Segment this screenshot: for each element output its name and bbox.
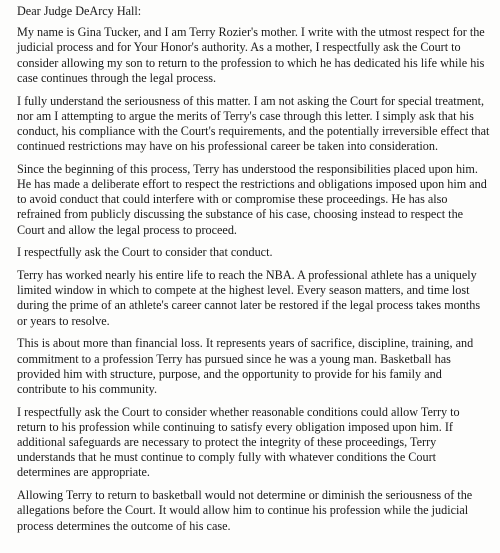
letter-paragraph-2: I fully understand the seriousness of this matter. I am not asking the Court for special treatment, nor am I attempting to argue the merits of Terry's case through this letter. I simply ask that his conduct, his compliance with the Court's requirements, and the potentially irreversible effect that continued restrictions may have on his professional career be taken into consideration. — [17, 93, 490, 154]
letter-paragraph-1: My name is Gina Tucker, and I am Terry Rozier's mother. I write with the utmost respect for the judicial process and for Your Honor's authority. As a mother, I respectfully ask the Court to consider allowing my son to return to the profession to which he has dedicated his life while his case continues through the legal process. — [17, 25, 485, 85]
letter-salutation: Dear Judge DeArcy Hall: — [17, 4, 142, 18]
letter-paragraph-5: Terry has worked nearly his entire life to reach the NBA. A professional athlete has a uniquely limited window in which to compete at the highest level. Every season matters, and time lost during the prime of an athlete's career cannot later be restored if the legal process takes months or years to resolve. — [17, 268, 481, 328]
letter-paragraph-7: I respectfully ask the Court to consider whether reasonable conditions could allow Terry to return to his profession while continuing to satisfy every obligation imposed upon him. If additional safeguards are necessary to protect the integrity of these proceedings, Terry understands that he must continue to comply fully with whatever conditions the Court determines are appropriate. — [17, 404, 460, 480]
letter-paragraph-4: I respectfully ask the Court to consider that conduct. — [17, 245, 273, 260]
letter-paragraph-8: Allowing Terry to return to basketball would not determine or diminish the seriousness of the allegations before the Court. It would allow him to continue his profession while the judicial process determines the outcome of his case. — [17, 488, 473, 533]
letter-paragraph-3: Since the beginning of this process, Terry has understood the responsibilities placed upon him. He has made a deliberate effort to respect the restrictions and obligations imposed upon him and to avoid conduct that could interfere with or compromise these proceedings. He has also refrained from publicly discussing the substance of his case, choosing instead to respect the Court and allow the legal process to proceed. — [17, 161, 487, 237]
letter-paragraph-6: This is about more than financial loss. It represents years of sacrifice, discipline, training, and commitment to a profession Terry has pursued since he was a young man. Basketball has provided him with structure, purpose, and the opportunity to provide for his family and contribute to his community. — [17, 336, 474, 396]
